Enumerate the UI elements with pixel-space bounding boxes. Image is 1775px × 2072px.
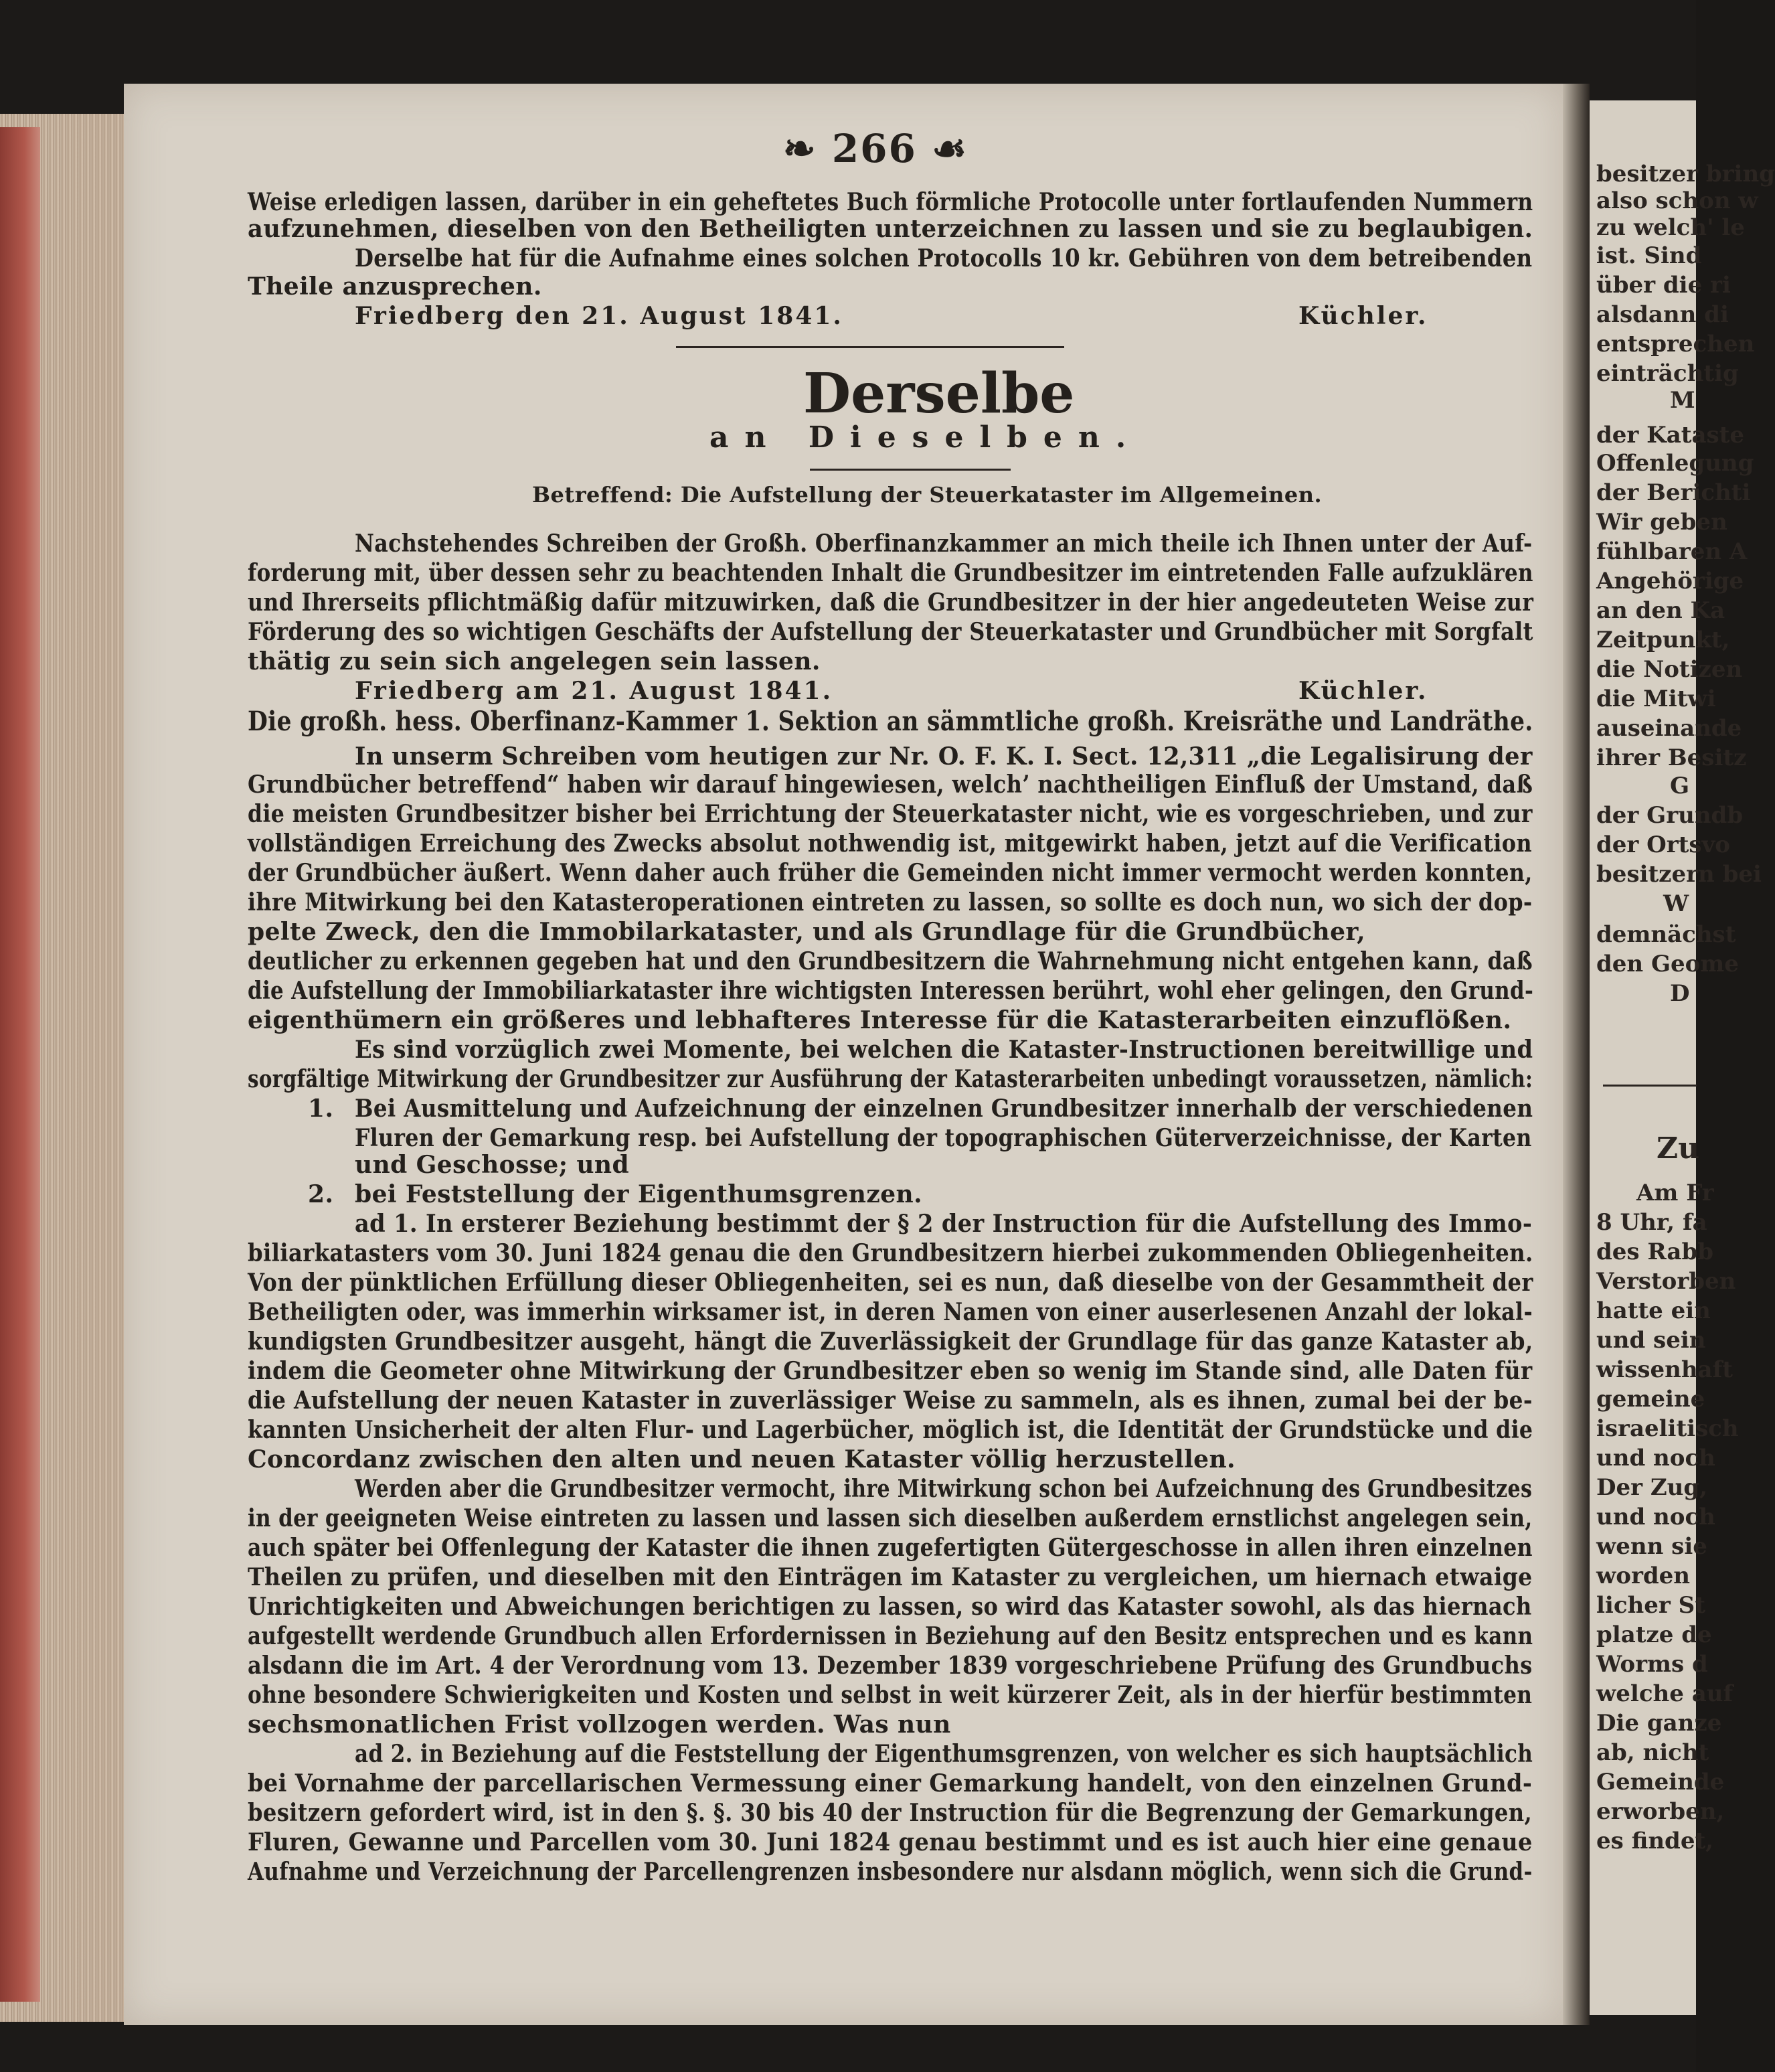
body-line: kannten Unsicherheit der alten Flur- und Lagerbücher, möglich ist, die Identität der Grundstücke und die [248,1416,1533,1444]
book-gutter [1563,84,1590,2025]
body-line: die Aufstellung der Immobiliarkataster ihre wichtigsten Interessen berührt, wohl eher gelingen, den Grund- [248,977,1534,1005]
facing-fragment: und noch [1596,1504,1715,1530]
facing-fragment: einträchtig [1596,360,1739,387]
facing-fragment: über die ri [1596,272,1731,299]
body-line: sorgfältige Mitwirkung der Grundbesitzer zur Ausführung der Katasterarbeiten unbedingt voraussetzen, nämlich: [248,1065,1533,1093]
red-page-edge [0,127,40,2002]
facing-fragment: ab, nicht [1596,1739,1709,1766]
body-line: Nachstehendes Schreiben der Großh. Oberfinanzkammer an mich theile ich Ihnen unter der Auf- [355,530,1533,558]
body-line: Von der pünktlichen Erfüllung dieser Obliegenheiten, sei es nun, daß dieselbe von der Gesammtheit der [248,1269,1533,1297]
facing-fragment: Worms d [1596,1651,1708,1678]
signature-place-date: Friedberg den 21. August 1841. [355,302,843,330]
body-line: ohne besondere Schwierigkeiten und Kosten und selbst in weit kürzerer Zeit, als in der hierfür bestimmten [248,1681,1533,1709]
page-number: 266 [831,126,917,171]
opening-line: Derselbe hat für die Aufnahme eines solchen Protocolls 10 kr. Gebühren von dem betreibenden [355,244,1533,272]
facing-fragment: besitzern bei [1596,861,1762,888]
facing-fragment: entsprechen [1596,331,1755,357]
facing-fragment: die Notizen [1596,656,1743,683]
facing-fragment: alsdann di [1596,301,1729,328]
body-line: In unserm Schreiben vom heutigen zur Nr. O. F. K. I. Sect. 12,311 „die Legalisirung der [355,742,1533,771]
body-line: Förderung des so wichtigen Geschäfts der Aufstellung der Steuerkataster und Grundbücher mit Sorgfalt [248,618,1533,646]
body-line: indem die Geometer ohne Mitwirkung der Grundbesitzer eben so wenig im Stande sind, alle Daten für [248,1357,1533,1385]
body-line: Werden aber die Grundbesitzer vermocht, ihre Mitwirkung schon bei Aufzeichnung des Grundbesitzes [355,1475,1533,1503]
facing-fragment: an den Ka [1596,597,1725,624]
body-line: Es sind vorzüglich zwei Momente, bei welchen die Kataster-Instructionen bereitwillige und [355,1036,1533,1064]
facing-fragment: Wir geben [1596,509,1727,536]
body-line: die meisten Grundbesitzer bisher bei Errichtung der Steuerkataster nicht, wie es vorgeschrieben, und zur [248,800,1533,828]
body-line: Concordanz zwischen den alten und neuen Kataster völlig herzustellen. [248,1445,1236,1473]
body-line: Betheiligten oder, was immerhin wirksamer ist, in deren Namen von einer auserlesenen Anzahl der lokal- [248,1298,1533,1326]
facing-fragment: den Geome [1596,951,1739,977]
facing-fragment: ihrer Besitz [1596,744,1747,771]
ornament-right-icon: ☙ [932,126,968,171]
facing-fragment: und noch [1596,1445,1715,1471]
facing-fragment: W [1663,890,1689,917]
body-line: ad 2. in Beziehung auf die Feststellung der Eigenthumsgrenzen, von welcher es sich hauptsächlich [355,1740,1533,1768]
facing-fragment: demnächst [1596,921,1736,948]
facing-heading: Zu [1657,1131,1700,1166]
facing-fragment: der Grundb [1596,802,1744,829]
letter-heading: Die großh. hess. Oberfinanz-Kammer 1. Sektion an sämmtliche großh. Kreisräthe und Landräthe. [248,706,1533,737]
facing-fragment: die Mitwi [1596,686,1716,712]
facing-fragment: Der Zug, [1596,1474,1708,1501]
facing-fragment: zu welch' le [1596,214,1745,241]
facing-fragment: Verstorben [1596,1268,1736,1295]
facing-fragment: also schon w [1596,187,1758,214]
facing-fragment: Die ganze [1596,1710,1722,1737]
facing-fragment: wissenhaft [1596,1356,1733,1383]
facing-fragment: auseinande [1596,715,1742,742]
body-line: Grundbücher betreffend“ haben wir darauf hingewiesen, welch’ nachtheiligen Einfluß der Umstand, daß [248,771,1533,799]
body-line: biliarkatasters vom 30. Juni 1824 genau die den Grundbesitzern hierbei zukommenden Obliegenheiten. [248,1239,1533,1267]
facing-fragment: der Berichti [1596,479,1751,506]
body-line: ad 1. In ersterer Beziehung bestimmt der § 2 der Instruction für die Aufstellung des Immo- [355,1210,1533,1238]
facing-fragment: G [1670,773,1690,799]
body-line: vollständigen Erreichung des Zwecks absolut nothwendig ist, mitgewirkt haben, jetzt auf die Verification [248,829,1532,858]
facing-fragment: erworben, [1596,1798,1725,1825]
body-line: ihre Mitwirkung bei den Katasteroperationen eintreten zu lassen, so sollte es doch nun, wo sich der dop- [248,888,1533,917]
facing-page [1590,100,1775,2015]
facing-fragment: D [1670,980,1690,1007]
list-line: Bei Ausmittelung und Aufzeichnung der einzelnen Grundbesitzer innerhalb der verschiedenen [355,1095,1533,1123]
body-line: pelte Zweck, den die Immobilarkataster, und als Grundlage für die Grundbücher, [248,918,1366,946]
body-line: forderung mit, über dessen sehr zu beachtenden Inhalt die Grundbesitzer im eintretenden Falle aufzuklären [248,559,1533,587]
opening-line: aufzunehmen, dieselben von den Betheiligten unterzeichnen zu lassen und sie zu beglaubigen. [248,215,1533,243]
body-line: der Grundbücher äußert. Wenn daher auch früher die Gemeinden nicht immer vermocht werden konnten, [248,859,1533,887]
facing-fragment: des Rabb [1596,1239,1713,1265]
body-line: die Aufstellung der neuen Kataster in zuverlässiger Weise zu sammeln, als es ihnen, zumal bei der be- [248,1386,1533,1415]
body-line: Aufnahme und Verzeichnung der Parcellengrenzen insbesondere nur alsdann möglich, wenn sich die Grund- [248,1858,1533,1886]
facing-fragment: platze de [1596,1621,1712,1648]
facing-fragment: der Kataste [1596,422,1744,449]
list-number: 2. [308,1180,334,1208]
subject-line: Betreffend: Die Aufstellung der Steuerkataster im Allgemeinen. [532,482,1323,507]
body-line: sechsmonatlichen Frist vollzogen werden. Was nun [248,1710,951,1739]
signature-name: Küchler. [1298,677,1428,705]
facing-divider [1603,1085,1697,1087]
facing-fragment: Angehörige [1596,568,1744,594]
facing-fragment: hatte ein [1596,1297,1711,1324]
body-line: Fluren, Gewanne und Parcellen vom 30. Juni 1824 genau bestimmt und es ist auch hier eine genaue [248,1828,1533,1856]
facing-fragment: wenn sie [1596,1533,1707,1560]
body-line: thätig zu sein sich angelegen sein lassen. [248,647,821,675]
subheading-divider [810,469,1011,471]
signature-name: Küchler. [1298,302,1428,330]
facing-fragment: der Ortsvo [1596,831,1730,858]
section-heading: Derselbe [803,362,1075,426]
facing-fragment: Gemeinde [1596,1769,1725,1796]
body-line: Theilen zu prüfen, und dieselben mit den Einträgen im Kataster zu vergleichen, um hiernach etwaige [248,1563,1533,1591]
list-line: und Geschosse; und [355,1151,630,1179]
signature-place-date: Friedberg am 21. August 1841. [355,677,833,705]
list-number: 1. [308,1095,334,1123]
page-number-line [783,126,968,171]
facing-fragment: licher St [1596,1592,1705,1619]
body-line: aufgestellt werdende Grundbuch allen Erfordernissen in Beziehung auf den Besitz entsprechen und es kann [248,1622,1533,1650]
body-line: und Ihrerseits pflichtmäßig dafür mitzuwirken, daß die Grundbesitzer in der hier angedeuteten Weise zur [248,588,1534,617]
opening-line: Weise erledigen lassen, darüber in ein geheftetes Buch förmliche Protocolle unter fortlaufenden Nummern [248,188,1533,216]
body-line: alsdann die im Art. 4 der Verordnung vom 13. Dezember 1839 vorgeschriebene Prüfung des Grundbuchs [248,1652,1533,1680]
facing-fragment: gemeine [1596,1386,1705,1413]
facing-fragment: welche auf [1596,1680,1734,1707]
section-subheading: an Dieselben. [709,420,1143,455]
body-line: kundigsten Grundbesitzer ausgeht, hängt die Zuverlässigkeit der Grundlage für das ganze Kataster ab, [248,1328,1533,1356]
section-divider [676,346,1064,348]
facing-fragment: worden [1596,1563,1690,1589]
opening-line: Theile anzusprechen. [248,272,542,301]
body-line: in der geeigneten Weise eintreten zu lassen und lassen sich dieselben außerdem ernstlichst angelegen sein, [248,1504,1533,1532]
facing-fragment: israelitisch [1596,1415,1739,1442]
ornament-left-icon: ❧ [783,126,817,171]
body-line: Unrichtigkeiten und Abweichungen berichtigen zu lassen, so wird das Kataster sowohl, als das hiernach [248,1593,1532,1621]
facing-fragment: Zeitpunkt, [1596,627,1730,653]
facing-fragment: fühlbaren A [1596,538,1748,565]
facing-fragment: M [1670,387,1695,414]
facing-fragment: besitzer bring [1596,161,1775,187]
body-line: auch später bei Offenlegung der Kataster die ihnen zugefertigten Gütergeschosse in allen ihren einzelnen [248,1534,1533,1562]
list-line: bei Feststellung der Eigenthumsgrenzen. [355,1180,923,1208]
facing-fragment: Am Fr [1636,1180,1714,1206]
body-line: bei Vornahme der parcellarischen Vermessung einer Gemarkung handelt, von den einzelnen Grund- [248,1769,1533,1798]
facing-fragment: Offenlegung [1596,450,1754,477]
body-line: deutlicher zu erkennen gegeben hat und den Grundbesitzern die Wahrnehmung nicht entgehen kann, daß [248,947,1533,975]
facing-fragment: es findet, [1596,1828,1713,1854]
list-line: Fluren der Gemarkung resp. bei Aufstellung der topographischen Güterverzeichnisse, der Karten [355,1124,1532,1152]
body-line: eigenthümern ein größeres und lebhafteres Interesse für die Katasterarbeiten einzuflößen. [248,1006,1512,1034]
facing-fragment: und sein [1596,1327,1706,1354]
facing-fragment: 8 Uhr, fa [1596,1209,1707,1236]
facing-fragment: ist. Sind [1596,242,1702,269]
body-line: besitzern gefordert wird, ist in den §. §. 30 bis 40 der Instruction für die Begrenzung der Gemarkungen, [248,1799,1533,1827]
